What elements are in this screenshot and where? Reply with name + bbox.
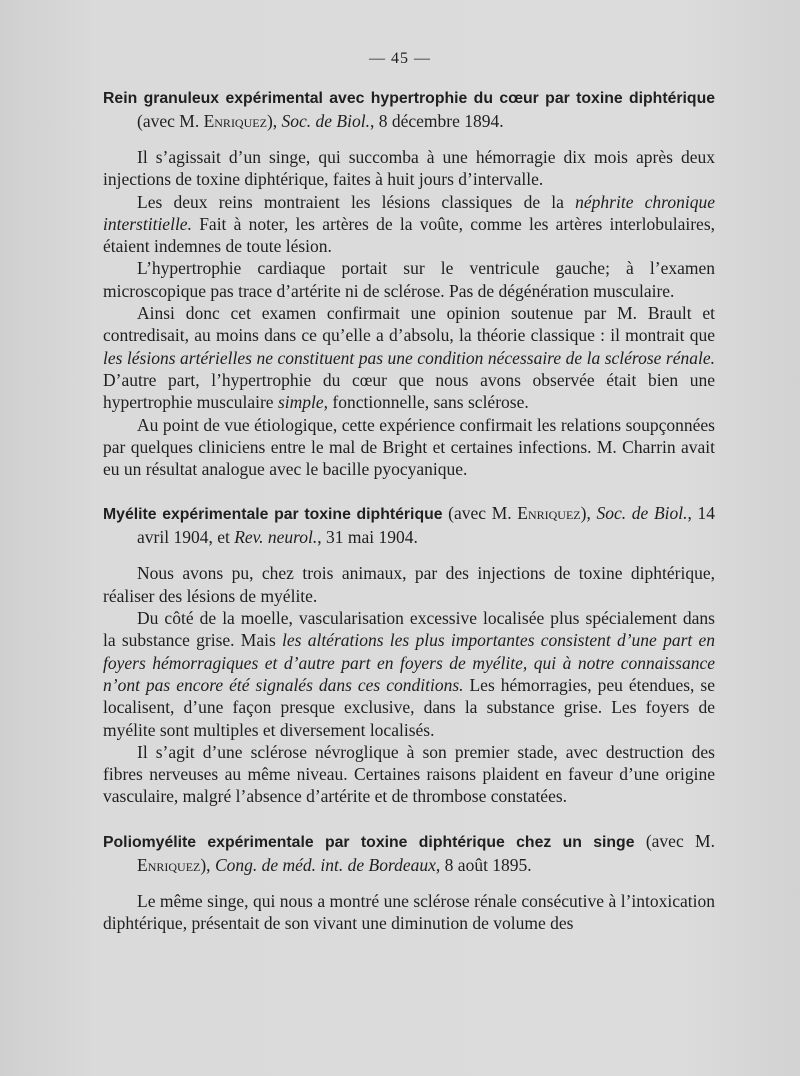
paragraph: [103, 607, 715, 741]
emphasis-text: les lésions artérielles ne constituent pas une condition nécessaire de la sclérose rénale.: [103, 347, 715, 368]
reference-journal: Rev. neurol.: [234, 527, 318, 548]
reference-title: Poliomyélite expérimentale par toxine diphtérique chez un singe: [103, 833, 635, 851]
reference-text: (avec M.: [634, 830, 715, 851]
paragraph: Au point de vue étiologique, cette expérience confirmait les relations soupçonnées par quelques cliniciens entre le mal de Bright et certaines infections. M. Charrin avait eu un résultat analogue avec le bacille pyocyanique.: [103, 414, 715, 480]
reference-date: , 14 avril 1904, et: [137, 503, 716, 548]
paragraph: L’hypertrophie cardiaque portait sur le ventricule gauche; à l’examen microscopique pas trace d’artérite ni de sclérose. Pas de dégénération musculaire.: [103, 258, 715, 301]
reference-author: Enriquez: [517, 503, 581, 524]
paragraph: Il s’agit d’une sclérose névroglique à son premier stade, avec destruction des fibres nerveuses au même niveau. Certaines raisons plaident en faveur d’une origine vasculaire, malgré l’absence d’artérite et de thrombose constatées.: [103, 741, 715, 807]
emphasis-text: simple,: [277, 392, 329, 413]
paragraph: [103, 191, 715, 258]
section-poliomyelite: [103, 830, 715, 935]
reference-heading: [103, 830, 715, 876]
text-run: Les hémorragies, peu étendues, se localisent, d’une façon presque exclusive, dans la substance grise. Les foyers de myélite sont multiples et diversement localisés.: [103, 674, 715, 740]
emphasis-text: néphrite chronique interstitielle.: [103, 191, 715, 234]
reference-author: Enriquez: [137, 854, 201, 875]
reference-heading: [103, 86, 715, 132]
reference-journal: Soc. de Biol.: [596, 503, 688, 524]
paragraph: Il s’agissait d’un singe, qui succomba à une hémorragie dix mois après deux injections de toxine diphtérique, faites à huit jours d’intervalle.: [103, 147, 715, 190]
text-run: D’autre part, l’hypertrophie du cœur que nous avons observée était bien une hypertrophie musculaire: [103, 369, 715, 413]
paragraph: Nous avons pu, chez trois animaux, par des injections de toxine diphtérique, réaliser des lésions de myélite.: [103, 563, 715, 606]
emphasis-text: les altérations les plus importantes consistent d’une part en foyers hémorragiques et d’autre part en foyers de myélite, qui à notre connaissance n’ont pas encore été signalés dans ces conditions.: [103, 630, 715, 695]
reference-text: ),: [266, 111, 282, 131]
text-run: fonctionnelle, sans sclérose.: [328, 392, 529, 413]
reference-text: (avec M.: [137, 111, 204, 131]
reference-title: Rein granuleux expérimental avec hypertrophie du cœur par toxine diphtérique: [103, 90, 715, 107]
reference-author: Enriquez: [203, 111, 267, 131]
reference-date: , 8 décembre 1894.: [369, 111, 504, 131]
text-run: Du côté de la moelle, vascularisation excessive localisée plus spécialement dans la substance grise. Mais: [103, 608, 715, 651]
page-number: — 45 —: [369, 50, 431, 67]
reference-date: , 8 août 1895.: [435, 854, 532, 875]
reference-title: Myélite expérimentale par toxine diphtérique: [103, 506, 443, 524]
text-run: Fait à noter, les artères de la voûte, comme les artères interlobulaires, étaient indemnes de toute lésion.: [103, 213, 715, 257]
section-rein-granuleux: [103, 86, 715, 480]
reference-date: , 31 mai 1904.: [317, 527, 418, 548]
reference-text: ),: [200, 854, 215, 875]
section-myelite: [103, 502, 715, 807]
page-body: [103, 86, 715, 956]
reference-journal: Cong. de méd. int. de Bordeaux: [214, 854, 436, 875]
reference-heading: [103, 502, 715, 548]
reference-journal: Soc. de Biol.: [281, 111, 370, 131]
reference-text: ),: [580, 503, 597, 524]
text-run: Ainsi donc cet examen confirmait une opinion soutenue par M. Brault et contredisait, au moins dans ce qu’elle a d’absolu, la théorie classique : il montrait que: [103, 303, 715, 346]
paragraph: Le même singe, qui nous a montré une sclérose rénale consécutive à l’intoxication diphtérique, présentait de son vivant une diminution de volume des: [103, 890, 715, 934]
paragraph: [103, 302, 715, 413]
text-run: Les deux reins montraient les lésions classiques de la: [137, 191, 576, 212]
reference-text: (avec M.: [442, 503, 518, 524]
